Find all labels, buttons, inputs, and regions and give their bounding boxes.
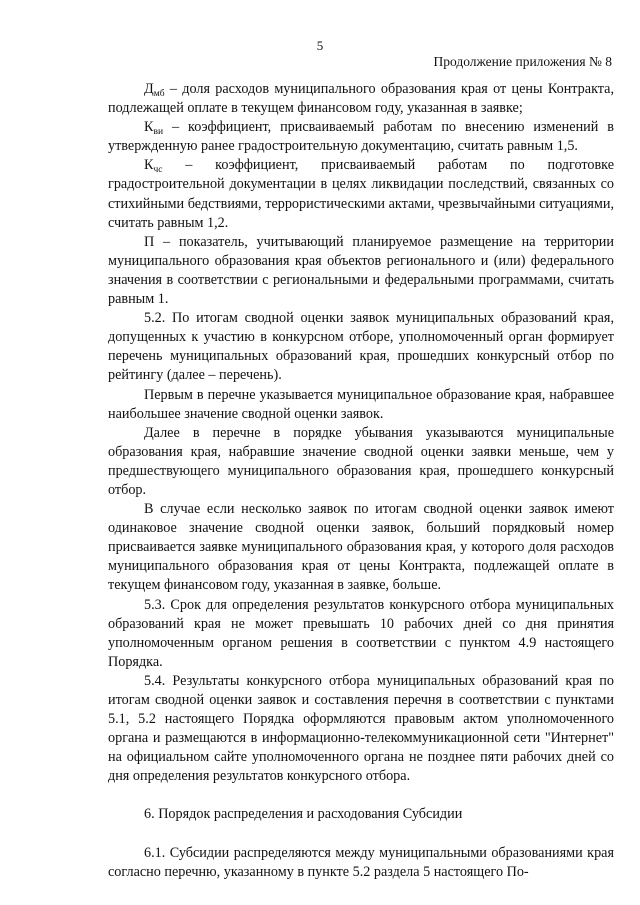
definition-subscript: чс — [153, 165, 163, 176]
definition-d-mb — [108, 80, 614, 118]
paragraph-5-2: 5.2. По итогам сводной оценки заявок муниципальных образований края, допущенных к участию в конкурсном отборе, уполномоченный орган формирует перечень муниципальных образований края, прошедших конкурсный отбор по рейтингу (далее – перечень). — [108, 310, 614, 384]
definition-k-chs — [108, 156, 614, 232]
paragraph-equal-scores: В случае если несколько заявок по итогам сводной оценки заявок имеют одинаковое значение сводной оценки заявок, больший порядковый номер присваивается заявке муниципального образования края, у которого доля расходов муниципального образования края от цены Контракта, подлежащей оплате в текущем финансовом году, указанная в заявке, больше. — [108, 501, 614, 594]
definition-symbol: Д — [144, 81, 154, 97]
paragraph-next-in-list: Далее в перечне в порядке убывания указываются муниципальные образования края, набравшие значение сводной оценки заявки меньше, чем у предшествующего муниципального образования края, прошедшего конкурсный отбор. — [108, 424, 614, 498]
definition-text: – коэффициент, присваиваемый работам по внесению изменений в утвержденную ранее градостроительную документацию, считать равным 1,5. — [108, 119, 614, 155]
running-head: Продолжение приложения № 8 — [433, 54, 612, 69]
paragraph-5-4: 5.4. Результаты конкурсного отбора муниципальных образований края по итогам сводной оценки заявок и составления перечня в соответствии с пунктами 5.1, 5.2 настоящего Порядка оформляются правовым актом уполномоченного органа и размещаются в информационно-телекоммуникационной сети "Интернет" на официальном сайте уполномоченного органа не позднее пяти рабочих дней со дня определения результатов конкурсного отбора. — [108, 672, 614, 785]
definition-symbol: К — [144, 157, 154, 174]
definition-text: – доля расходов муниципального образования края от цены Контракта, подлежащей оплате в текущем финансовом году, указанная в заявке; — [108, 81, 614, 117]
section-6-heading: 6. Порядок распределения и расходования Субсидии — [144, 806, 463, 823]
definition-p — [108, 233, 614, 309]
definition-k-vi — [108, 118, 614, 156]
paragraph-first-in-list: Первым в перечне указывается муниципальное образование края, набравшее наибольшее значение сводной оценки заявок. — [108, 386, 614, 422]
definition-subscript: мб — [153, 89, 165, 99]
definition-text: – показатель, учитывающий планируемое размещение на территории муниципального образования края объектов регионального и (или) федерального значения в соответствии с региональными и федеральными программами, считать равным 1. — [108, 233, 614, 308]
paragraph-6-1: 6.1. Субсидии распределяются между муниципальными образованиями края согласно перечню, указанному в пункте 5.2 раздела 5 настоящего По- — [108, 844, 614, 880]
definition-text: – коэффициент, присваиваемый работам по подготовке градостроительной документации в целях ликвидации последствий, связанных со стихийными бедствиями, террористическими актами, чрезвычайными ситуациями, считать равным 1,2. — [108, 157, 614, 231]
definition-symbol: К — [144, 119, 154, 136]
page-number: 5 — [316, 38, 324, 53]
definition-symbol: П — [144, 233, 155, 250]
paragraph-5-3: 5.3. Срок для определения результатов конкурсного отбора муниципальных образований края не может превышать 10 рабочих дней со дня принятия уполномоченным органом решения в соответствии с пунктом 4.9 настоящего Порядка. — [108, 596, 614, 670]
definition-subscript: ви — [153, 127, 164, 138]
document-body — [108, 80, 614, 882]
